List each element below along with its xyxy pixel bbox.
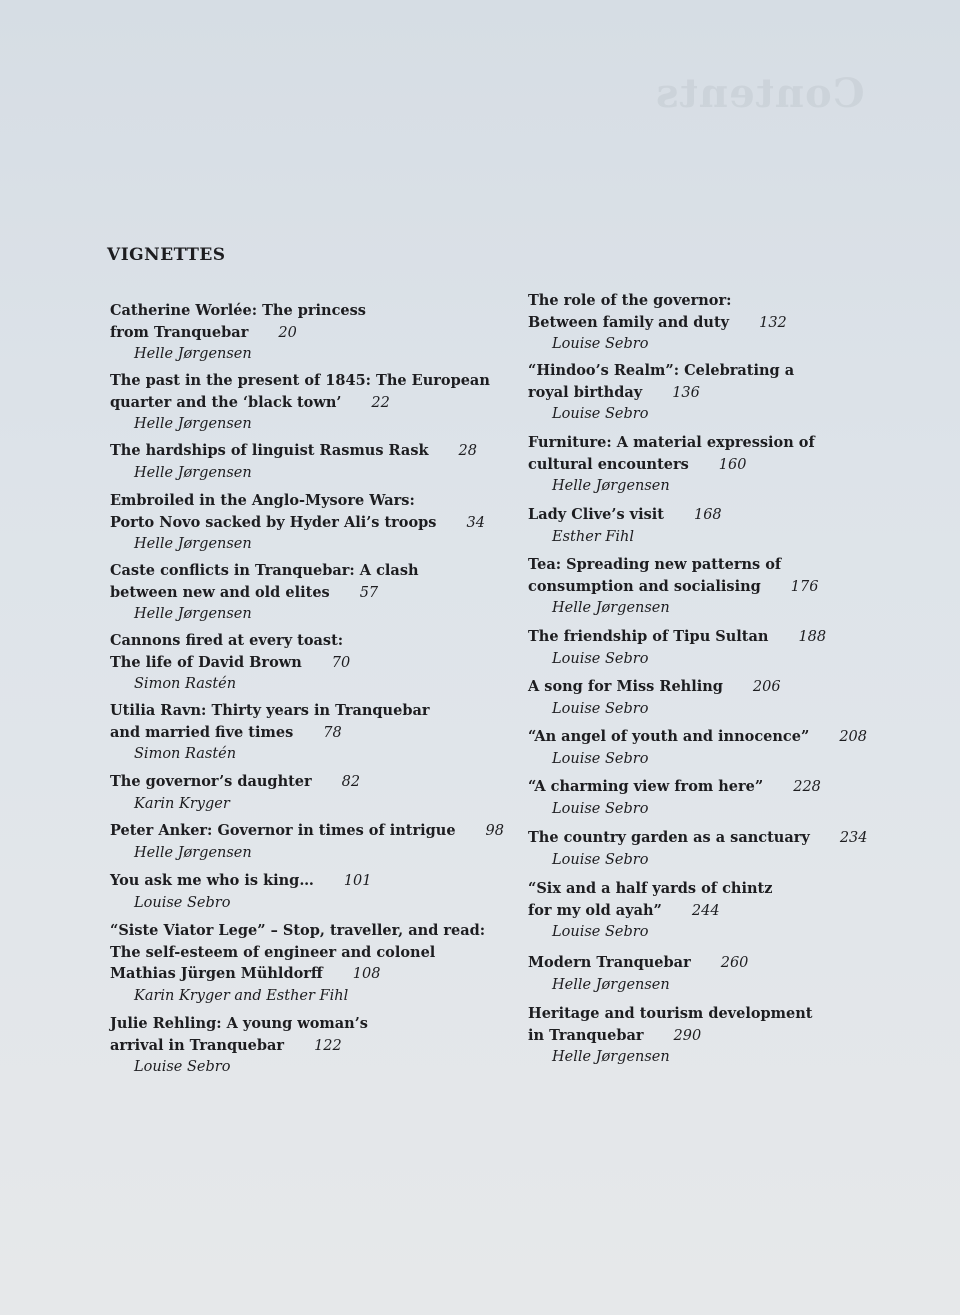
entry-title-text: between new and old elites (110, 583, 330, 601)
entry-title-text: Embroiled in the Anglo-Mysore Wars: (110, 492, 415, 509)
entry-title-text: and married five times (110, 723, 294, 741)
entry-title-text: Julie Rehling: A young woman’s (110, 1015, 368, 1032)
entry-title-line (110, 771, 490, 794)
entry-author: Esther Fihl (552, 528, 634, 545)
entry-author: Louise Sebro (552, 650, 649, 667)
entry-author: Helle Jørgensen (134, 464, 252, 481)
page-number: 98 (485, 823, 504, 839)
entry-title-text: for my old ayah” (528, 901, 662, 919)
entry-title-line (110, 942, 490, 964)
entry-title-text: arrival in Tranquebar (110, 1036, 285, 1054)
toc-entry (528, 827, 908, 871)
entry-author: Helle Jørgensen (552, 1049, 670, 1065)
entry-title-text: quarter and the ‘black town’ (110, 393, 342, 411)
page-number: 132 (759, 314, 787, 331)
entry-author: Helle Jørgensen (134, 416, 252, 432)
entry-title-text: “A charming view from here” (528, 778, 764, 795)
page-number: 20 (278, 324, 297, 341)
entry-title-line (528, 900, 908, 923)
entry-title-line (110, 963, 490, 986)
entry-author: Helle Jørgensen (134, 536, 252, 552)
entry-title-line (110, 1013, 490, 1035)
page-number: 290 (673, 1027, 702, 1044)
entry-author: Louise Sebro (552, 406, 649, 422)
entry-title-line (110, 440, 490, 463)
entry-title-text: You ask me who is king… (110, 872, 314, 889)
toc-entry (110, 630, 490, 696)
toc-entry (528, 504, 908, 548)
page-number: 228 (793, 779, 821, 795)
entry-title-line (528, 952, 908, 975)
entry-title-text: in Tranquebar (528, 1026, 644, 1044)
entry-title-text: Catherine Worlée: The princess (110, 302, 366, 319)
entry-title-text: Tea: Spreading new patterns of (528, 556, 782, 573)
entry-title-line (528, 626, 908, 649)
toc-entry (528, 676, 908, 720)
entry-author: Louise Sebro (552, 851, 649, 868)
entry-title-text: cultural encounters (528, 455, 689, 473)
entry-title-text: Between family and duty (528, 313, 730, 331)
entry-author: Helle Jørgensen (552, 600, 670, 616)
entry-author: Helle Jørgensen (552, 976, 670, 993)
entry-author: Helle Jørgensen (552, 478, 670, 494)
entry-title-line (110, 820, 504, 843)
entry-title-line (528, 576, 908, 599)
entry-title-line (110, 630, 490, 652)
entry-title-text: The life of David Brown (110, 653, 302, 671)
entry-title-line (528, 382, 908, 405)
entry-title-text: “Siste Viator Lege” – Stop, traveller, and read: (110, 922, 486, 939)
entry-title-text: The role of the governor: (528, 292, 732, 309)
entry-title-text: “An angel of youth and innocence” (528, 728, 810, 745)
toc-entry (528, 432, 908, 498)
toc-entry (110, 440, 490, 484)
toc-entry (528, 726, 908, 770)
page-number: 28 (458, 443, 477, 459)
entry-title-line (110, 392, 490, 415)
page-number: 101 (343, 873, 372, 889)
toc-entry (110, 560, 490, 626)
page-number: 206 (752, 679, 781, 695)
page-number: 70 (331, 654, 351, 671)
toc-entry (110, 870, 490, 914)
entry-title-line (528, 360, 908, 382)
toc-entry (528, 1003, 908, 1069)
entry-author: Simon Rastén (134, 676, 237, 692)
entry-title-line (110, 920, 490, 942)
entry-author: Helle Jørgensen (134, 606, 252, 622)
page-number: 244 (691, 902, 720, 919)
entry-title-line (528, 504, 908, 527)
entry-title-text: The governor’s daughter (110, 773, 312, 790)
page-number: 176 (790, 578, 819, 595)
toc-entry (110, 1013, 490, 1079)
entry-title-text: consumption and socialising (528, 577, 761, 595)
page-number: 22 (371, 394, 390, 411)
toc-entry (528, 290, 908, 356)
entry-title-line (110, 700, 490, 722)
page-number: 57 (359, 584, 379, 601)
entry-title-line (528, 290, 908, 312)
entry-title-text: Mathias Jürgen Mühldorff (110, 965, 323, 982)
page-number: 160 (718, 456, 747, 473)
toc-entry (528, 878, 908, 944)
toc-entry (528, 626, 908, 670)
entry-author: Louise Sebro (134, 894, 231, 911)
entry-title-text: The hardships of linguist Rasmus Rask (110, 442, 429, 459)
entry-title-line (110, 560, 490, 582)
entry-title-text: Caste conflicts in Tranquebar: A clash (110, 562, 419, 579)
toc-entry (110, 370, 490, 436)
toc-entry (110, 300, 490, 366)
entry-title-text: “Hindoo’s Realm”: Celebrating a (528, 362, 795, 379)
page-number: 234 (839, 830, 868, 846)
entry-title-text: Heritage and tourism development (528, 1005, 813, 1022)
page-number: 78 (323, 724, 342, 741)
section-heading: VIGNETTES (107, 245, 226, 265)
toc-entry (528, 554, 908, 620)
entry-title-text: Furniture: A material expression of (528, 434, 815, 451)
entry-title-line (110, 512, 490, 535)
toc-entry (528, 952, 908, 996)
entry-author: Simon Rastén (134, 746, 237, 762)
entry-title-text: royal birthday (528, 383, 643, 401)
toc-entry (110, 771, 490, 815)
entry-title-text: Porto Novo sacked by Hyder Ali’s troops (110, 513, 437, 531)
entry-title-text: A song for Miss Rehling (528, 678, 723, 695)
entry-author: Karin Kryger (134, 795, 230, 812)
entry-title-text: Peter Anker: Governor in times of intrigue (110, 822, 456, 839)
entry-title-line (110, 490, 490, 512)
entry-title-line (528, 454, 908, 477)
entry-author: Helle Jørgensen (134, 844, 252, 861)
entry-title-text: The past in the present of 1845: The European (110, 372, 490, 389)
entry-author: Louise Sebro (552, 700, 649, 717)
toc-entry (110, 700, 490, 766)
entry-title-line (110, 652, 490, 675)
entry-title-text: Modern Tranquebar (528, 954, 691, 971)
entry-author: Louise Sebro (552, 336, 649, 352)
toc-entry (528, 360, 908, 426)
entry-title-text: The country garden as a sanctuary (528, 829, 810, 846)
entry-title-line (110, 300, 490, 322)
page-number: 82 (341, 774, 361, 790)
entry-title-line (110, 582, 490, 605)
toc-entry (110, 490, 490, 556)
page-number: 188 (798, 629, 827, 645)
entry-title-line (528, 827, 908, 850)
entry-title-text: The friendship of Tipu Sultan (528, 628, 769, 645)
page-number: 208 (839, 729, 867, 745)
entry-title-line (528, 1025, 908, 1048)
entry-title-line (110, 722, 490, 745)
entry-title-line (528, 878, 908, 900)
page-number: 260 (720, 955, 749, 971)
page-number: 136 (672, 384, 700, 401)
entry-title-text: “Six and a half yards of chintz (528, 880, 773, 897)
entry-author: Louise Sebro (552, 800, 649, 817)
entry-author: Louise Sebro (552, 750, 649, 767)
entry-title-text: Cannons fired at every toast: (110, 632, 344, 649)
page-number: 34 (466, 514, 485, 531)
entry-author: Helle Jørgensen (134, 346, 252, 362)
entry-title-line (110, 322, 490, 345)
entry-author: Louise Sebro (134, 1059, 231, 1075)
entry-title-text: The self-esteem of engineer and colonel (110, 943, 436, 961)
entry-title-line (528, 1003, 908, 1025)
entry-title-line (528, 554, 908, 576)
page-number: 122 (314, 1037, 342, 1054)
entry-title-line (110, 870, 490, 893)
entry-title-line (528, 676, 908, 699)
entry-title-line (528, 312, 908, 335)
toc-entry (110, 920, 490, 1007)
entry-title-line (110, 1035, 490, 1058)
page-number: 108 (352, 966, 381, 982)
entry-title-line (528, 432, 908, 454)
bleed-through-heading: Contents (655, 70, 865, 117)
entry-author: Louise Sebro (552, 924, 649, 940)
entry-title-line (528, 776, 908, 799)
toc-entry (110, 820, 504, 864)
entry-title-text: Utilia Ravn: Thirty years in Tranquebar (110, 702, 430, 719)
entry-title-line (528, 726, 908, 749)
entry-author: Karin Kryger and Esther Fihl (134, 987, 349, 1004)
toc-entry (528, 776, 908, 820)
entry-title-line (110, 370, 490, 392)
page-number: 168 (693, 507, 722, 523)
entry-title-text: Lady Clive’s visit (528, 506, 664, 523)
entry-title-text: from Tranquebar (110, 323, 249, 341)
